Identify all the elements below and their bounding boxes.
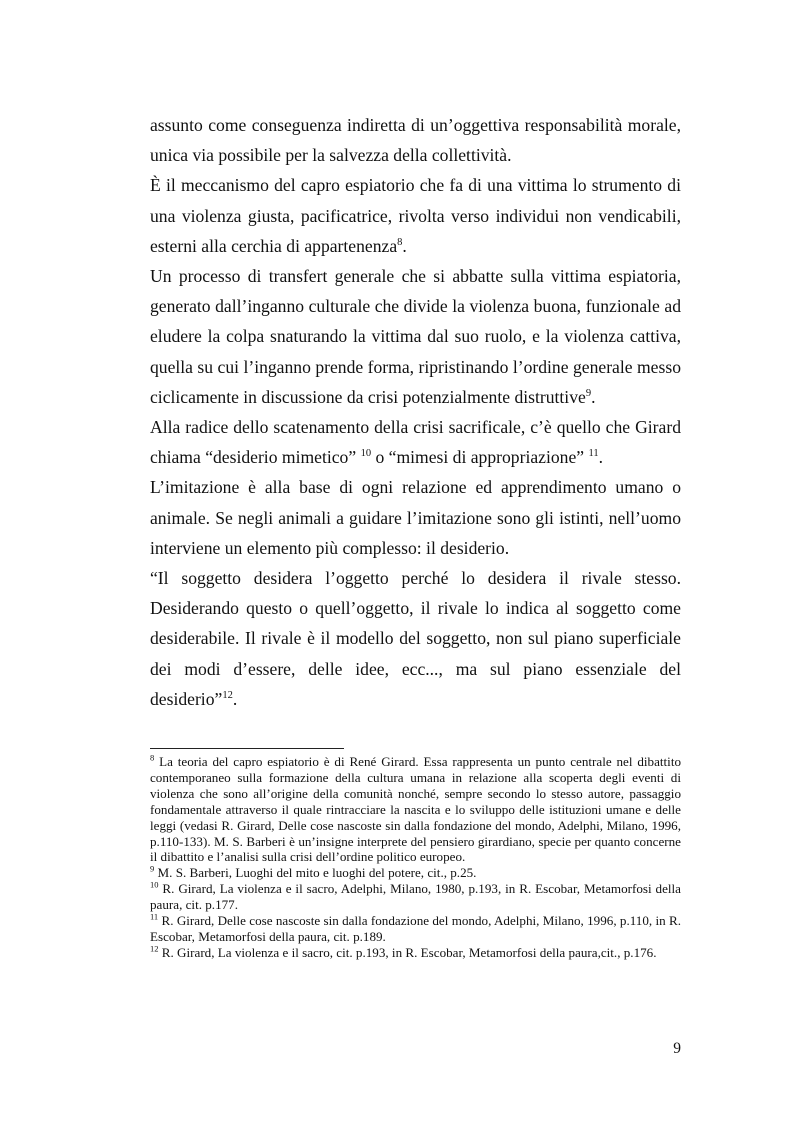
paragraph-text: È il meccanismo del capro espiatorio che fa di una vittima lo strumento di una violenza giusta, pacificatrice, rivolta verso individui non vendicabili, esterni alla cerchia di appartenenza [150,175,681,256]
footnote-reference[interactable]: 10 [360,448,372,460]
page-number: 9 [673,1040,681,1057]
footnote-number: 9 [150,863,155,874]
paragraph [150,170,681,261]
footnote-number: 11 [150,911,159,922]
footnote-reference[interactable]: 12 [222,690,233,701]
paragraph [150,110,681,170]
paragraph-text: L’imitazione è alla base di ogni relazione ed apprendimento umano o animale. Se negli animali a guidare l’imitazione sono gli istinti, nell’uomo interviene un elemento più complesso: il desiderio. [150,477,681,558]
footnote-reference[interactable]: 8 [397,236,403,248]
footnote [150,881,681,913]
footnote-text: M. S. Barberi, Luoghi del mito e luoghi del potere, cit., p.25. [154,865,477,881]
footnote-number: 10 [150,879,159,890]
footnote-text: R. Girard, La violenza e il sacro, Adelphi, Milano, 1980, p.193, in R. Escobar, Metamorfosi della paura, cit. p.177. [150,881,681,913]
paragraph-text: assunto come conseguenza indiretta di un’oggettiva responsabilità morale, unica via possibile per la salvezza della collettività. [150,115,681,166]
paragraph-text: “Il soggetto desidera l’oggetto perché lo desidera il rivale stesso. Desiderando questo o quell’oggetto, il rivale lo indica al soggetto come desiderabile. Il rivale è il modello del soggetto, non sul piano superficiale dei modi d’essere, delle idee, ecc..., ma sul piano essenziale del desiderio” [150,568,681,709]
footnote-reference[interactable]: 11 [588,448,599,460]
body-text [150,110,681,714]
paragraph-tail: . [598,447,604,468]
footnote-number: 12 [150,943,159,954]
footnote-text: R. Girard, La violenza e il sacro, cit. p.193, in R. Escobar, Metamorfosi della paura,cit., p.176. [158,944,657,960]
footnotes [150,754,681,961]
paragraph-text: Alla radice dello scatenamento della crisi sacrificale, c’è quello che Girard chiama “desiderio mimetico” [150,417,681,468]
footnote [150,754,681,865]
footnote-text: La teoria del capro espiatorio è di René Girard. Essa rappresenta un punto centrale nel dibattito contemporaneo sulla formazione della cultura umana in relazione alla scoperta degli eventi di violenza che sono all’origine della comunità nonché, sempre secondo lo stesso autore, passaggio fondamentale attraverso il quale rintracciare la nascita e lo sviluppo delle istituzioni umane e delle leggi (vedasi R. Girard, Delle cose nascoste sin dalla fondazione del mondo, Adelphi, Milano, 1996, p.110-133). M. S. Barberi è un’insigne interprete del pensiero girardiano, specie per quanto concerne il dibattito e l’analisi sulla crisi dell’ordine politico europeo. [150,754,681,865]
footnote [150,913,681,945]
footnote-text: R. Girard, Delle cose nascoste sin dalla fondazione del mondo, Adelphi, Milano, 1996, p.110, in R. Escobar, Metamorfosi della paura, cit. p.189. [150,913,681,944]
paragraph [150,412,681,472]
quotation-paragraph [150,563,681,714]
footnote [150,945,681,961]
paragraph-text-continued: o “mimesi di appropriazione” [371,447,585,468]
footnote-number: 8 [150,752,155,763]
paragraph [150,472,681,563]
footnote-reference[interactable]: 9 [585,387,592,399]
paragraph [150,261,681,412]
paragraph-tail: . [402,235,407,256]
paragraph-tail: . [591,386,596,407]
footnote-separator [150,748,344,749]
footnote [150,865,681,881]
paragraph-tail: . [232,688,238,709]
paragraph-text: Un processo di transfert generale che si abbatte sulla vittima espiatoria, generato dall’inganno culturale che divide la violenza buona, funzionale ad eludere la colpa snaturando la vittima dal suo ruolo, e la violenza cattiva, quella su cui l’inganno prende forma, ripristinando l’ordine generale messo ciclicamente in discussione da crisi potenzialmente distruttive [150,266,681,407]
